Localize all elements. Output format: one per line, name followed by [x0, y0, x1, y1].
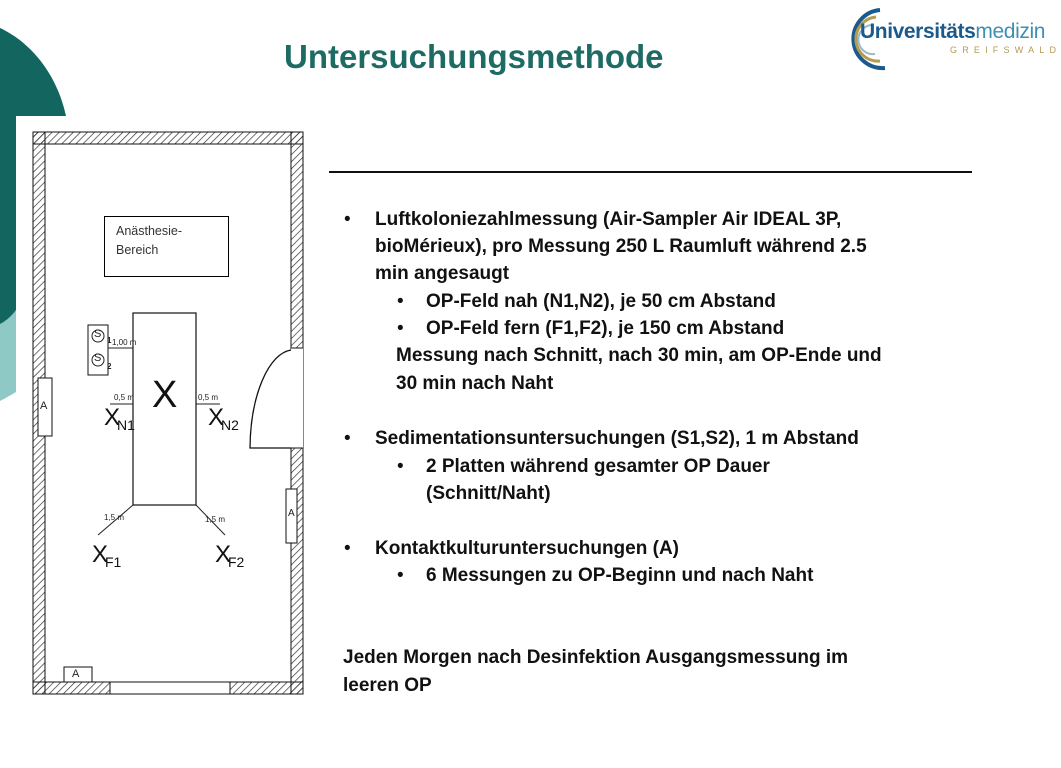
plate-s1-symbol: S — [94, 328, 102, 340]
sub-bullet-2a-line-1: 2 Platten während gesamter OP Dauer — [426, 456, 770, 477]
logo-name-regular: medizin — [975, 20, 1045, 43]
point-n2-mark: X — [208, 404, 225, 431]
point-f1-mark: X — [92, 541, 109, 568]
anesthesia-label-line1: Anästhesie- — [116, 224, 183, 238]
point-n2-label: N2 — [221, 417, 239, 433]
distance-label-f1: 1,5 m — [104, 513, 125, 522]
distance-label-n2: 0,5 m — [198, 393, 219, 402]
logo-subtitle: GREIFSWALD — [950, 45, 1061, 55]
measurement-note-line-2: 30 min nach Naht — [396, 373, 554, 394]
bullet-1-line-1: Luftkoloniezahlmessung (Air-Sampler Air IDEAL 3P, — [375, 209, 842, 230]
plate-s2-index: 2 — [107, 362, 112, 371]
point-n1-mark: X — [104, 404, 121, 431]
anesthesia-area-box — [104, 216, 229, 277]
sub-bullet-1a: OP-Feld nah (N1,N2), je 50 cm Abstand — [426, 291, 776, 312]
distance-label-n1: 0,5 m — [114, 393, 135, 402]
distance-label-f2: 1,5 m — [205, 515, 226, 524]
contact-label-bottom: A — [72, 668, 80, 680]
contact-label-right: A — [288, 508, 295, 519]
header-rule — [329, 171, 972, 173]
logo-name-bold: Universitäts — [860, 20, 976, 43]
sub-bullet-3a: 6 Messungen zu OP-Beginn und nach Naht — [426, 565, 814, 586]
bullet-2-glyph: • — [344, 428, 351, 449]
bullet-1-glyph: • — [344, 209, 351, 230]
anesthesia-label-line2: Bereich — [116, 243, 159, 257]
bullet-1-line-2: bioMérieux), pro Messung 250 L Raumluft während 2.5 — [375, 236, 867, 257]
distance-label-1m: 1,00 m — [112, 338, 137, 347]
sub-bullet-2a-line-2: (Schnitt/Naht) — [426, 483, 551, 504]
footer-note-line-1: Jeden Morgen nach Desinfektion Ausgangsmessung im — [343, 647, 849, 668]
bullet-2-line-1: Sedimentationsuntersuchungen (S1,S2), 1 m Abstand — [375, 428, 859, 449]
contact-label-left: A — [40, 400, 48, 412]
footer-note-line-2: leeren OP — [343, 675, 432, 696]
slide-title: Untersuchungsmethode — [284, 38, 664, 75]
sub-bullet-1b: OP-Feld fern (F1,F2), je 150 cm Abstand — [426, 318, 785, 339]
point-f2-mark: X — [215, 541, 232, 568]
sub-bullet-1a-glyph: • — [397, 291, 404, 312]
sub-bullet-2a-glyph: • — [397, 456, 404, 477]
bullet-3-line-1: Kontaktkulturuntersuchungen (A) — [375, 538, 679, 559]
sub-bullet-3a-glyph: • — [397, 565, 404, 586]
point-n1-label: N1 — [117, 417, 135, 433]
table-center-mark: X — [152, 374, 178, 416]
point-f1-label: F1 — [105, 554, 122, 570]
plate-s2-symbol: S — [94, 352, 102, 364]
bullet-1-line-3: min angesaugt — [375, 263, 510, 284]
plate-s1-index: 1 — [107, 336, 112, 345]
sub-bullet-1b-glyph: • — [397, 318, 404, 339]
measurement-note-line-1: Messung nach Schnitt, nach 30 min, am OP-Ende und — [396, 345, 882, 366]
bullet-3-glyph: • — [344, 538, 351, 559]
point-f2-label: F2 — [228, 554, 245, 570]
